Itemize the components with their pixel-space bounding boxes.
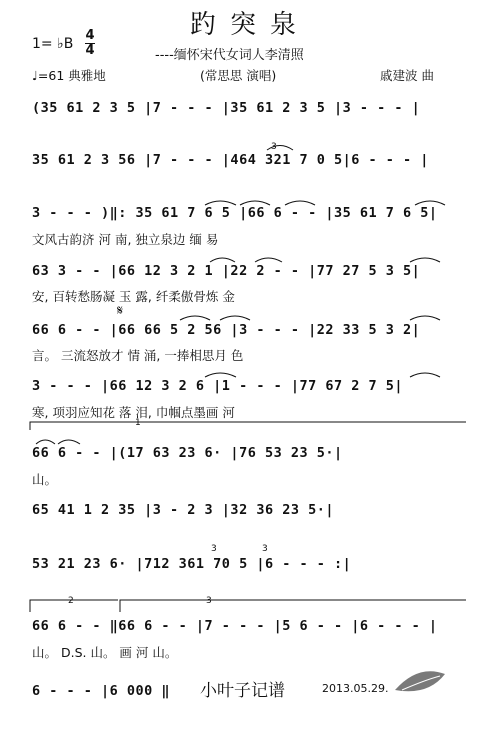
triplet-mark: 3 xyxy=(211,544,217,554)
transcription-date: 2013.05.29. xyxy=(322,682,389,695)
tempo-marking: ♩=61 典雅地 xyxy=(32,68,106,83)
staff-line-3-notes: 3 - - - )‖: 35 61 7 6 5 |66 6 - - |35 61 7 6 5| xyxy=(32,205,438,221)
slur xyxy=(410,258,440,262)
staff-line-4-notes: 63 3 - - |66 12 3 2 1 |22 2 - - |77 27 5 3 5| xyxy=(32,263,421,279)
slur xyxy=(255,258,282,262)
staff-line-9-notes: 53 21 23 6· |712 361 70 5 |6 - - - :| xyxy=(32,556,352,572)
volta-bracket xyxy=(30,422,466,430)
singer-credit: (常思思 演唱) xyxy=(200,68,277,83)
staff-line-10-notes: 66 6 - - ‖66 6 - - |7 - - - |5 6 - - |6 - - - | xyxy=(32,618,438,634)
key-signature: 1= ♭B xyxy=(32,36,74,52)
slur xyxy=(58,440,80,444)
volta-bracket xyxy=(120,600,466,612)
staff-line-6-notes: 3 - - - |66 12 3 2 6 |1 - - - |77 67 2 7 5| xyxy=(32,378,403,394)
slur xyxy=(285,201,315,205)
meter-top: 4 xyxy=(85,28,95,43)
song-subtitle: ----缅怀宋代女词人李清照 xyxy=(155,48,304,63)
meter-bottom: 4 xyxy=(85,43,95,58)
slur xyxy=(267,146,293,151)
staff-line-2-notes: 35 61 2 3 56 |7 - - - |464 321 7 0 5|6 - - - | xyxy=(32,152,429,168)
segno-mark: 𝄋 xyxy=(117,303,124,319)
staff-line-10-lyrics: 山。 D.S. 山。 画 河 山。 xyxy=(32,645,178,660)
volta-1-number: 1 xyxy=(135,418,141,428)
slur xyxy=(220,316,250,320)
slur xyxy=(36,440,55,444)
song-title: 趵突泉 xyxy=(189,10,310,40)
slur xyxy=(210,258,235,262)
staff-line-3-lyrics: 文风古韵济 河 南, 独立泉边 缅 易 xyxy=(32,232,219,247)
slur xyxy=(205,201,236,205)
triplet-mark: 3 xyxy=(271,142,277,152)
staff-line-6-lyrics: 寒, 项羽应知花 落 泪, 巾帼点墨画 河 xyxy=(32,405,235,420)
staff-line-4-lyrics: 安, 百转愁肠凝 玉 露, 纤柔傲骨炼 金 xyxy=(32,289,235,304)
leaf-icon xyxy=(395,671,445,691)
volta-3-number: 3 xyxy=(206,596,212,606)
staff-line-1-notes: (35 61 2 3 5 |7 - - - |35 61 2 3 5 |3 - - - | xyxy=(32,100,421,116)
slur xyxy=(410,373,440,377)
composer-credit: 戚建波 曲 xyxy=(380,68,434,83)
transcriber-signature: 小叶子记谱 xyxy=(200,681,285,701)
staff-line-11-notes: 6 - - - |6 000 ‖ xyxy=(32,683,171,699)
staff-line-8-notes: 65 41 1 2 35 |3 - 2 3 |32 36 23 5·| xyxy=(32,502,334,518)
triplet-mark: 3 xyxy=(262,544,268,554)
slur xyxy=(415,201,445,205)
volta-bracket xyxy=(30,600,118,612)
slur xyxy=(410,316,440,320)
volta-2-number: 2 xyxy=(68,596,74,606)
slur xyxy=(180,316,210,320)
staff-line-5-lyrics: 言。 三流怒放才 情 涌, 一捧相思月 色 xyxy=(32,348,244,363)
staff-line-7-notes: 66 6 - - |(17 63 23 6· |76 53 23 5·| xyxy=(32,445,343,461)
slur xyxy=(240,201,270,205)
staff-line-5-notes: 66 6 - - |66 66 5 2 56 |3 - - - |22 33 5 3 2| xyxy=(32,322,421,338)
slur xyxy=(205,373,236,377)
staff-line-7-lyrics: 山。 xyxy=(32,472,58,487)
